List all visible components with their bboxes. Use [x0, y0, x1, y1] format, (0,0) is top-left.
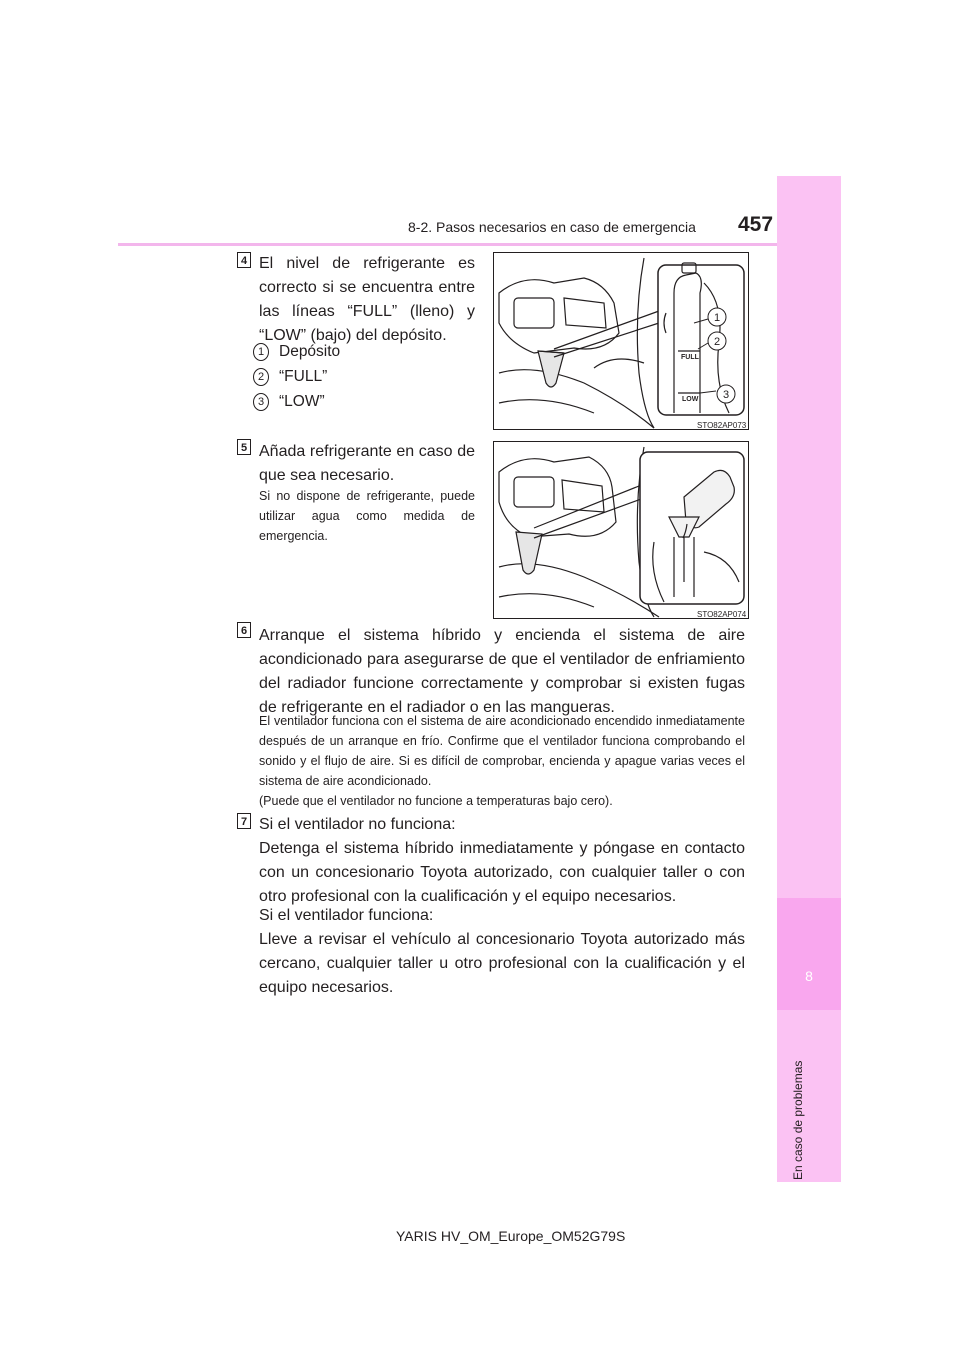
fig1-callout-2: 2: [713, 336, 721, 348]
engine-bay-illustration-1: [494, 253, 748, 429]
engine-bay-illustration-2: [494, 442, 748, 618]
chapter-title-text: En caso de problemas: [791, 1060, 805, 1180]
footer-doc-id: YARIS HV_OM_Europe_OM52G79S: [396, 1228, 626, 1244]
step-5-text: Añada refrigerante en caso de que sea necesario.: [259, 443, 475, 484]
step-7-text-b2: Lleve a revisar el vehículo al concesionario Toyota autorizado más cercano, cualquier taller u otro profesional con la cualificación y el equipo necesarios.: [259, 931, 745, 996]
item-1-callout: 1: [253, 343, 269, 361]
item-2-callout: 2: [253, 368, 269, 386]
chapter-number: 8: [805, 968, 813, 984]
fig1-callout-3: 3: [722, 389, 730, 401]
step-6-marker: 6: [237, 622, 251, 638]
step-7-text-b1: Si el ventilador funciona:: [259, 907, 434, 924]
figure-2-code: STO82AP074: [697, 610, 747, 619]
step-7-text-a1: Si el ventilador no funciona:: [259, 816, 456, 833]
step-4-text: El nivel de refrigerante es correcto si se encuentra entre las líneas “FULL” (lleno) y “LOW” (bajo) del depósito.: [259, 255, 475, 344]
step-6-note-2: (Puede que el ventilador no funcione a temperaturas bajo cero).: [259, 794, 613, 808]
step-5-note: Si no dispone de refrigerante, puede utilizar agua como medida de emergencia.: [259, 489, 475, 543]
step-7-text-a2: Detenga el sistema híbrido inmediatamente y póngase en contacto con un concesionario Toyota autorizado, con cualquier taller o con otro profesional con la cualificación y el equipo necesarios.: [259, 840, 745, 905]
item-3-callout: 3: [253, 393, 269, 411]
item-2-label: “FULL”: [279, 368, 328, 385]
fig1-callout-1: 1: [713, 312, 721, 324]
page-number: 457: [738, 213, 774, 236]
section-title: 8-2. Pasos necesarios en caso de emergencia: [408, 219, 696, 235]
header-rule: [118, 243, 778, 246]
step-5-marker: 5: [237, 439, 251, 455]
chapter-title: [787, 1022, 807, 1182]
step-4-marker: 4: [237, 252, 251, 268]
step-7-marker: 7: [237, 813, 251, 829]
full-mark: FULL: [681, 354, 699, 361]
item-1-label: Depósito: [279, 343, 341, 360]
step-6-note: El ventilador funciona con el sistema de aire acondicionado encendido inmediatamente después de un arranque en frío. Confirme que el ventilador funciona comprobando el sonido y el flujo de aire. Si es difícil de comprobar, encienda y apague varias veces el sistema de aire acondicionado.: [259, 714, 745, 788]
low-mark: LOW: [682, 396, 699, 403]
chapter-number-box: [777, 898, 841, 1010]
item-3-label: “LOW”: [279, 393, 325, 410]
figure-adding-coolant: [493, 441, 749, 619]
figure-1-code: STO82AP073: [697, 421, 747, 430]
step-6-text: Arranque el sistema híbrido y encienda el sistema de aire acondicionado para asegurarse de que el ventilador de enfriamiento del radiador funcione correctamente y comprobar si existen fugas de refrigerante en el radiador o en las mangueras.: [259, 627, 745, 716]
figure-coolant-reservoir: [493, 252, 749, 430]
